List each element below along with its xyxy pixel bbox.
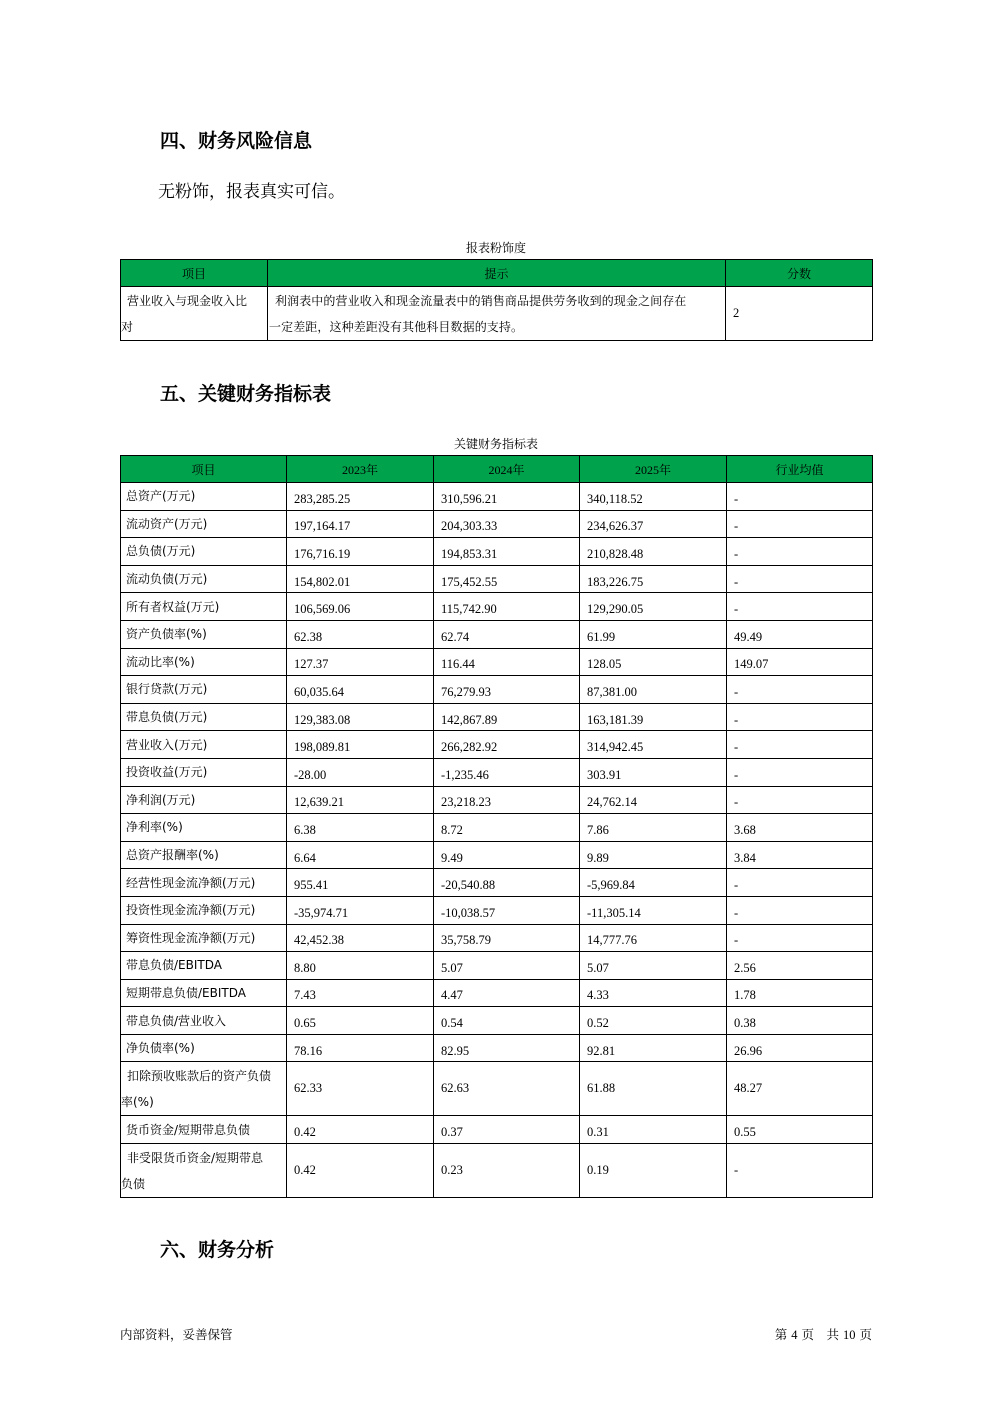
kpi-item-label: 银行贷款(万元) xyxy=(126,682,208,697)
kpi-value-industry-avg: 3.68 xyxy=(727,814,873,842)
kpi-table-row xyxy=(121,703,873,731)
risk-table-row xyxy=(121,287,873,341)
kpi-value-2024: 8.72 xyxy=(434,814,580,842)
risk-header-hint: 提示 xyxy=(268,260,726,287)
kpi-value-2024: 62.74 xyxy=(434,620,580,648)
kpi-value-2025: 4.33 xyxy=(580,979,727,1007)
kpi-header-industry-avg: 行业均值 xyxy=(727,456,873,483)
footer-page-mid: 页 共 xyxy=(801,1327,840,1342)
risk-table-caption: 报表粉饰度 xyxy=(465,241,526,255)
footer-page-suffix: 页 xyxy=(859,1327,872,1342)
kpi-item-label: 货币资金/短期带息负债 xyxy=(126,1122,251,1137)
kpi-value-industry-avg: - xyxy=(727,869,873,897)
kpi-item-cell xyxy=(121,1144,287,1198)
kpi-value-industry-avg: - xyxy=(727,1144,873,1198)
kpi-value-industry-avg: 3.84 xyxy=(727,841,873,869)
kpi-table-row xyxy=(121,510,873,538)
kpi-value-2024: 204,303.33 xyxy=(434,510,580,538)
kpi-value-2025: -5,969.84 xyxy=(580,869,727,897)
kpi-item-cell xyxy=(121,510,287,538)
kpi-value-2025: 61.88 xyxy=(580,1062,727,1116)
kpi-table xyxy=(120,455,873,1198)
kpi-value-2023: 955.41 xyxy=(287,869,434,897)
kpi-value-2023: 0.42 xyxy=(287,1116,434,1144)
kpi-table-row xyxy=(121,565,873,593)
kpi-item-cell xyxy=(121,703,287,731)
kpi-value-industry-avg: - xyxy=(727,786,873,814)
kpi-table-body xyxy=(121,483,873,1198)
kpi-table-row xyxy=(121,979,873,1007)
kpi-value-2023: 198,089.81 xyxy=(287,731,434,759)
kpi-value-industry-avg: 0.38 xyxy=(727,1007,873,1035)
kpi-item-label: 扣除预收账款后的资产负债 xyxy=(127,1068,272,1083)
kpi-value-2024: 0.54 xyxy=(434,1007,580,1035)
kpi-value-2023: 62.38 xyxy=(287,620,434,648)
risk-hint-line2: 一定差距，这种差距没有其他科目数据的支持。 xyxy=(269,319,524,334)
kpi-item-cell xyxy=(121,676,287,704)
kpi-item-label: 总资产(万元) xyxy=(126,489,196,504)
kpi-value-2023: 8.80 xyxy=(287,952,434,980)
kpi-value-2024: 76,279.93 xyxy=(434,676,580,704)
kpi-value-2023: 12,639.21 xyxy=(287,786,434,814)
kpi-item-label: 带息负债(万元) xyxy=(126,710,208,725)
kpi-table-row xyxy=(121,1007,873,1035)
kpi-value-2025: 163,181.39 xyxy=(580,703,727,731)
kpi-value-industry-avg: 48.27 xyxy=(727,1062,873,1116)
kpi-item-cell xyxy=(121,731,287,759)
kpi-table-row xyxy=(121,593,873,621)
kpi-value-2024: -10,038.57 xyxy=(434,896,580,924)
kpi-value-2025: 7.86 xyxy=(580,814,727,842)
risk-header-score: 分数 xyxy=(726,260,873,287)
kpi-value-2024: 9.49 xyxy=(434,841,580,869)
kpi-value-2025: 340,118.52 xyxy=(580,483,727,511)
kpi-value-2025: 0.19 xyxy=(580,1144,727,1198)
kpi-header-item: 项目 xyxy=(121,456,287,483)
kpi-value-industry-avg: 1.78 xyxy=(727,979,873,1007)
kpi-value-2023: 62.33 xyxy=(287,1062,434,1116)
risk-table xyxy=(120,259,873,341)
kpi-item-cell xyxy=(121,565,287,593)
kpi-value-2024: 142,867.89 xyxy=(434,703,580,731)
kpi-value-industry-avg: - xyxy=(727,510,873,538)
kpi-value-2024: 115,742.90 xyxy=(434,593,580,621)
kpi-value-2024: 62.63 xyxy=(434,1062,580,1116)
kpi-value-industry-avg: 149.07 xyxy=(727,648,873,676)
kpi-value-2023: 6.38 xyxy=(287,814,434,842)
kpi-item-cell xyxy=(121,786,287,814)
risk-table-header-row xyxy=(121,260,873,287)
kpi-value-2025: 129,290.05 xyxy=(580,593,727,621)
kpi-table-row xyxy=(121,1144,873,1198)
kpi-value-2023: 154,802.01 xyxy=(287,565,434,593)
kpi-value-2023: 6.64 xyxy=(287,841,434,869)
kpi-item-label: 总负债(万元) xyxy=(126,544,196,559)
kpi-item-label: 流动负债(万元) xyxy=(126,572,208,587)
kpi-item-cell xyxy=(121,1034,287,1062)
kpi-header-2025: 2025年 xyxy=(580,456,727,483)
kpi-table-row xyxy=(121,952,873,980)
kpi-item-label: 资产负债率(%) xyxy=(126,627,207,642)
footer-page-number: 4 xyxy=(791,1328,798,1342)
kpi-item-label: 总资产报酬率(%) xyxy=(126,848,219,863)
kpi-item-cell xyxy=(121,869,287,897)
kpi-value-2024: 194,853.31 xyxy=(434,538,580,566)
kpi-value-industry-avg: - xyxy=(727,593,873,621)
kpi-value-2024: 82.95 xyxy=(434,1034,580,1062)
kpi-item-cell xyxy=(121,841,287,869)
kpi-value-2024: 266,282.92 xyxy=(434,731,580,759)
footer-page-prefix: 第 xyxy=(774,1327,788,1342)
kpi-item-label-line2: 率(%) xyxy=(121,1094,154,1109)
kpi-value-2023: 0.65 xyxy=(287,1007,434,1035)
kpi-item-label: 投资收益(万元) xyxy=(126,765,208,780)
kpi-value-industry-avg: - xyxy=(727,731,873,759)
risk-hint-cell xyxy=(268,287,726,341)
risk-item-cell xyxy=(121,287,268,341)
kpi-value-industry-avg: - xyxy=(727,538,873,566)
kpi-header-2024: 2024年 xyxy=(434,456,580,483)
kpi-item-cell xyxy=(121,538,287,566)
kpi-item-cell xyxy=(121,758,287,786)
kpi-item-label: 投资性现金流净额(万元) xyxy=(126,903,256,918)
section-4-text: 无粉饰，报表真实可信。 xyxy=(158,182,345,202)
kpi-value-2023: 0.42 xyxy=(287,1144,434,1198)
kpi-value-2025: 0.31 xyxy=(580,1116,727,1144)
kpi-value-2023: 129,383.08 xyxy=(287,703,434,731)
kpi-value-industry-avg: - xyxy=(727,896,873,924)
kpi-item-label: 经营性现金流净额(万元) xyxy=(126,875,256,890)
kpi-value-2025: 5.07 xyxy=(580,952,727,980)
risk-score-cell: 2 xyxy=(726,287,873,341)
kpi-value-2025: 14,777.76 xyxy=(580,924,727,952)
kpi-item-cell xyxy=(121,483,287,511)
kpi-value-2025: 0.52 xyxy=(580,1007,727,1035)
kpi-table-row xyxy=(121,620,873,648)
kpi-table-row xyxy=(121,1034,873,1062)
kpi-value-2024: 35,758.79 xyxy=(434,924,580,952)
kpi-table-caption: 关键财务指标表 xyxy=(453,437,538,451)
kpi-item-cell xyxy=(121,1007,287,1035)
kpi-value-2023: 197,164.17 xyxy=(287,510,434,538)
kpi-value-2025: 303.91 xyxy=(580,758,727,786)
kpi-item-label: 筹资性现金流净额(万元) xyxy=(126,930,256,945)
risk-header-item: 项目 xyxy=(121,260,268,287)
kpi-item-cell xyxy=(121,1062,287,1116)
kpi-table-row xyxy=(121,538,873,566)
kpi-value-industry-avg: 2.56 xyxy=(727,952,873,980)
kpi-value-industry-avg: - xyxy=(727,703,873,731)
kpi-item-label: 带息负债/EBITDA xyxy=(126,958,222,973)
kpi-value-2023: 127.37 xyxy=(287,648,434,676)
kpi-value-2025: 183,226.75 xyxy=(580,565,727,593)
kpi-value-industry-avg: - xyxy=(727,758,873,786)
kpi-table-row xyxy=(121,676,873,704)
kpi-value-2025: 61.99 xyxy=(580,620,727,648)
kpi-table-row xyxy=(121,814,873,842)
kpi-item-label: 净利率(%) xyxy=(126,820,183,835)
kpi-value-2024: 5.07 xyxy=(434,952,580,980)
kpi-item-label: 短期带息负债/EBITDA xyxy=(126,985,246,1000)
kpi-table-row xyxy=(121,924,873,952)
kpi-item-label: 营业收入(万元) xyxy=(126,737,208,752)
kpi-value-2024: -1,235.46 xyxy=(434,758,580,786)
kpi-value-2025: 92.81 xyxy=(580,1034,727,1062)
kpi-item-cell xyxy=(121,979,287,1007)
kpi-value-industry-avg: - xyxy=(727,565,873,593)
kpi-value-2023: 60,035.64 xyxy=(287,676,434,704)
kpi-value-2025: -11,305.14 xyxy=(580,896,727,924)
kpi-item-cell xyxy=(121,1116,287,1144)
kpi-item-cell xyxy=(121,593,287,621)
kpi-value-2023: 283,285.25 xyxy=(287,483,434,511)
kpi-table-row xyxy=(121,758,873,786)
kpi-value-2023: -28.00 xyxy=(287,758,434,786)
kpi-value-industry-avg: - xyxy=(727,483,873,511)
kpi-value-2024: 116.44 xyxy=(434,648,580,676)
kpi-item-cell xyxy=(121,814,287,842)
kpi-value-industry-avg: 49.49 xyxy=(727,620,873,648)
risk-item-line2: 对 xyxy=(121,319,134,334)
kpi-value-industry-avg: 26.96 xyxy=(727,1034,873,1062)
kpi-table-row xyxy=(121,483,873,511)
kpi-table-row xyxy=(121,1116,873,1144)
section-4-title: 四、财务风险信息 xyxy=(160,130,313,152)
kpi-item-cell xyxy=(121,924,287,952)
kpi-item-label: 所有者权益(万元) xyxy=(126,599,220,614)
kpi-item-cell xyxy=(121,952,287,980)
kpi-item-cell xyxy=(121,620,287,648)
kpi-item-label: 带息负债/营业收入 xyxy=(126,1013,227,1028)
kpi-table-row xyxy=(121,1062,873,1116)
kpi-value-2024: 23,218.23 xyxy=(434,786,580,814)
kpi-table-row xyxy=(121,896,873,924)
kpi-value-2023: 7.43 xyxy=(287,979,434,1007)
kpi-value-2025: 87,381.00 xyxy=(580,676,727,704)
kpi-value-2023: 78.16 xyxy=(287,1034,434,1062)
kpi-value-2025: 128.05 xyxy=(580,648,727,676)
kpi-value-2025: 24,762.14 xyxy=(580,786,727,814)
kpi-table-row xyxy=(121,648,873,676)
kpi-value-2025: 9.89 xyxy=(580,841,727,869)
kpi-value-2024: -20,540.88 xyxy=(434,869,580,897)
kpi-table-row xyxy=(121,869,873,897)
kpi-table-row xyxy=(121,786,873,814)
risk-item-line1: 营业收入与现金收入比 xyxy=(127,293,248,308)
kpi-item-label: 净负债率(%) xyxy=(126,1041,195,1056)
kpi-item-label: 净利润(万元) xyxy=(126,792,196,807)
kpi-value-2025: 210,828.48 xyxy=(580,538,727,566)
footer-confidential: 内部资料，妥善保管 xyxy=(120,1327,233,1342)
kpi-item-cell xyxy=(121,648,287,676)
kpi-value-2023: 176,716.19 xyxy=(287,538,434,566)
kpi-item-label: 流动资产(万元) xyxy=(126,516,208,531)
kpi-value-2024: 0.37 xyxy=(434,1116,580,1144)
kpi-value-2025: 234,626.37 xyxy=(580,510,727,538)
kpi-value-2025: 314,942.45 xyxy=(580,731,727,759)
kpi-item-label: 非受限货币资金/短期带息 xyxy=(127,1150,264,1165)
kpi-value-2023: 42,452.38 xyxy=(287,924,434,952)
section-6-title: 六、财务分析 xyxy=(160,1239,275,1261)
kpi-value-industry-avg: - xyxy=(727,676,873,704)
kpi-value-2024: 175,452.55 xyxy=(434,565,580,593)
kpi-item-label: 流动比率(%) xyxy=(126,654,195,669)
section-5-title: 五、关键财务指标表 xyxy=(160,383,332,405)
kpi-item-label-line2: 负债 xyxy=(121,1176,146,1191)
kpi-value-2023: -35,974.71 xyxy=(287,896,434,924)
kpi-value-2024: 0.23 xyxy=(434,1144,580,1198)
kpi-table-header-row xyxy=(121,456,873,483)
kpi-table-row xyxy=(121,841,873,869)
kpi-header-2023: 2023年 xyxy=(287,456,434,483)
kpi-item-cell xyxy=(121,896,287,924)
kpi-value-2024: 310,596.21 xyxy=(434,483,580,511)
kpi-value-industry-avg: - xyxy=(727,924,873,952)
kpi-value-industry-avg: 0.55 xyxy=(727,1116,873,1144)
footer-page-total: 10 xyxy=(843,1328,856,1342)
risk-hint-line1: 利润表中的营业收入和现金流量表中的销售商品提供劳务收到的现金之间存在 xyxy=(275,293,687,308)
kpi-table-row xyxy=(121,731,873,759)
kpi-value-2024: 4.47 xyxy=(434,979,580,1007)
kpi-value-2023: 106,569.06 xyxy=(287,593,434,621)
footer-page-indicator xyxy=(775,1325,872,1343)
